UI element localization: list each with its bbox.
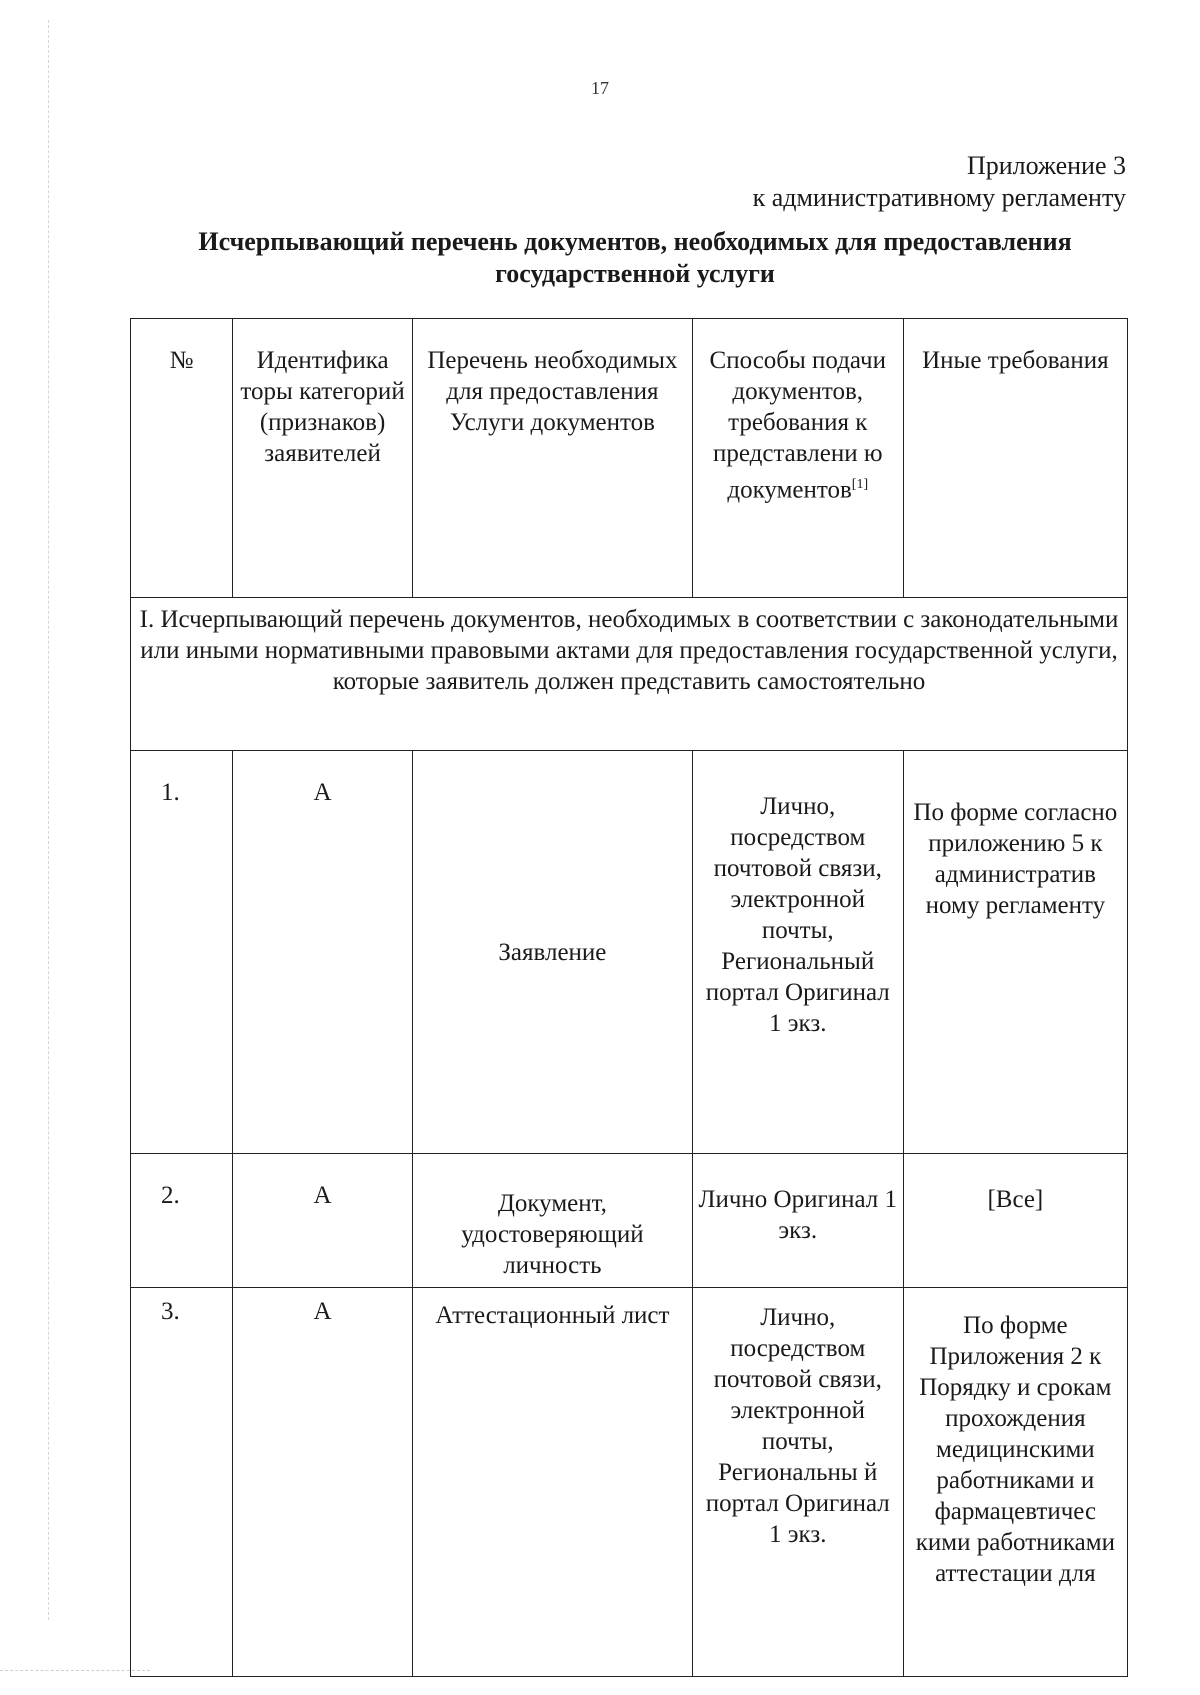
row-num: 1.	[131, 751, 233, 1154]
row-identifier: А	[233, 751, 413, 1154]
section-title: I. Исчерпывающий перечень документов, необходимых в соответствии с законодательными или иными нормативными правовыми актами для предоставления государственной услуги, которые заявитель должен представить самостоятельно	[131, 598, 1128, 751]
header-identifiers: Идентифика торы категорий (признаков) заявителей	[233, 319, 413, 598]
footnote-mark: [1]	[851, 477, 869, 492]
row-identifier: А	[233, 1154, 413, 1288]
row-document: Заявление	[413, 751, 693, 1154]
table-header-row	[131, 319, 1128, 598]
table-row	[131, 1154, 1128, 1288]
row-requirements: По форме согласно приложению 5 к административ ному регламенту	[903, 751, 1127, 1154]
page-bottom-line	[0, 1670, 150, 1671]
table-row	[131, 1288, 1128, 1677]
document-title	[140, 226, 1130, 290]
row-requirements: [Все]	[903, 1154, 1127, 1288]
appendix-line-2: к административному регламенту	[752, 183, 1126, 212]
row-methods: Лично, посредством почтовой связи, электронной почты, Региональный портал Оригинал 1 экз.	[692, 751, 903, 1154]
row-document: Документ, удостоверяющий личность	[413, 1154, 693, 1288]
row-requirements: По форме Приложения 2 к Порядку и срокам прохождения медицинскими работниками и фармацевтичес кими работниками аттестации для	[903, 1288, 1127, 1677]
page-margin-line	[48, 20, 49, 1620]
row-num: 3.	[131, 1288, 233, 1677]
table-row	[131, 751, 1128, 1154]
header-submission-methods: Способы подачи документов, требования к представлени ю документов[1]	[692, 319, 903, 598]
documents-table	[130, 318, 1128, 1677]
row-num: 2.	[131, 1154, 233, 1288]
header-num: №	[131, 319, 233, 598]
page-number: 17	[591, 78, 609, 98]
row-document: Аттестационный лист	[413, 1288, 693, 1677]
row-methods: Лично Оригинал 1 экз.	[692, 1154, 903, 1288]
row-methods: Лично, посредством почтовой связи, электронной почты, Региональны й портал Оригинал 1 экз.	[692, 1288, 903, 1677]
section-row	[131, 598, 1128, 751]
document-title-line-1: Исчерпывающий перечень документов, необходимых для предоставления	[198, 227, 1072, 256]
appendix-caption	[753, 150, 1126, 214]
document-title-line-2: государственной услуги	[495, 259, 775, 288]
header-documents-list: Перечень необходимых для предоставления Услуги документов	[413, 319, 693, 598]
appendix-line-1: Приложение 3	[966, 151, 1126, 180]
row-identifier: А	[233, 1288, 413, 1677]
header-other-requirements: Иные требования	[903, 319, 1127, 598]
